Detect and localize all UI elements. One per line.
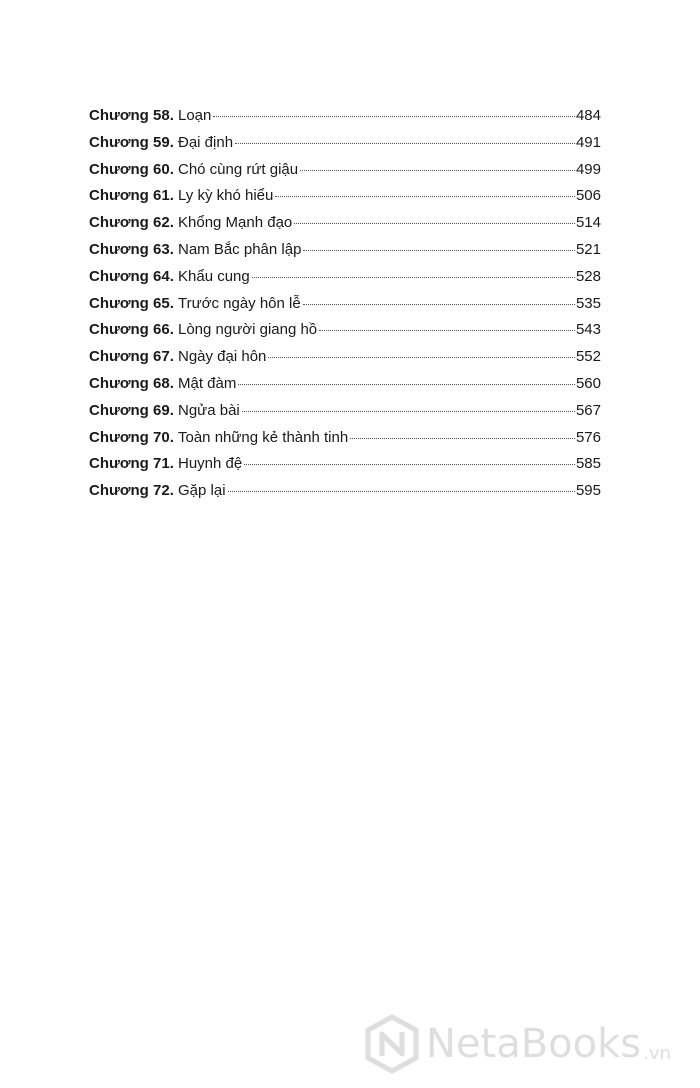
- chapter-number: Chương 70.: [89, 428, 174, 446]
- chapter-number: Chương 65.: [89, 294, 174, 312]
- toc-entry[interactable]: [89, 371, 601, 398]
- dot-leader: [303, 249, 575, 251]
- chapter-title: Chó cùng rứt giậu: [178, 160, 299, 178]
- chapter-number: Chương 61.: [89, 187, 174, 205]
- chapter-title: Mật đàm: [178, 374, 237, 392]
- dot-leader: [238, 383, 575, 385]
- chapter-title: Gặp lại: [178, 482, 226, 500]
- chapter-number: Chương 68.: [89, 374, 174, 392]
- dot-leader: [252, 276, 575, 278]
- page-number: 528: [575, 267, 601, 285]
- page-number: 535: [575, 294, 601, 312]
- dot-leader: [303, 303, 575, 305]
- chapter-title: Toàn những kẻ thành tinh: [178, 428, 349, 446]
- watermark-suffix: .vn: [643, 1043, 671, 1064]
- chapter-title: Đại định: [178, 133, 234, 151]
- page-number: 499: [575, 160, 601, 178]
- chapter-title: Lòng người giang hồ: [178, 321, 318, 339]
- chapter-number: Chương 59.: [89, 133, 174, 151]
- table-of-contents: [89, 103, 601, 505]
- chapter-number: Chương 66.: [89, 321, 174, 339]
- toc-entry[interactable]: [89, 210, 601, 237]
- dot-leader: [244, 463, 575, 465]
- toc-entry[interactable]: [89, 237, 601, 264]
- netabooks-logo-icon: [364, 1014, 420, 1074]
- dot-leader: [228, 490, 575, 492]
- page-number: 585: [575, 455, 601, 473]
- toc-entry[interactable]: [89, 130, 601, 157]
- toc-entry[interactable]: [89, 451, 601, 478]
- chapter-number: Chương 60.: [89, 160, 174, 178]
- dot-leader: [235, 142, 575, 144]
- watermark-brand: NetaBooks: [426, 1021, 642, 1067]
- chapter-number: Chương 71.: [89, 455, 174, 473]
- netabooks-watermark: [364, 1012, 700, 1076]
- chapter-title: Nam Bắc phân lập: [178, 240, 302, 258]
- dot-leader: [350, 437, 575, 439]
- page-number: 552: [575, 348, 601, 366]
- chapter-title: Ngày đại hôn: [178, 348, 267, 366]
- chapter-number: Chương 69.: [89, 401, 174, 419]
- page-number: 484: [575, 107, 601, 124]
- page-number: 506: [575, 187, 601, 205]
- dot-leader: [242, 410, 575, 412]
- page-number: 595: [575, 482, 601, 500]
- chapter-number: Chương 63.: [89, 240, 174, 258]
- page-number: 521: [575, 240, 601, 258]
- toc-entry[interactable]: [89, 478, 601, 505]
- dot-leader: [268, 356, 575, 358]
- page-number: 543: [575, 321, 601, 339]
- chapter-title: Ly kỳ khó hiểu: [178, 187, 274, 205]
- chapter-number: Chương 62.: [89, 214, 174, 232]
- dot-leader: [294, 222, 575, 224]
- chapter-title: Trước ngày hôn lễ: [178, 294, 301, 312]
- toc-entry[interactable]: [89, 183, 601, 210]
- chapter-number: Chương 64.: [89, 267, 174, 285]
- page-number: 491: [575, 133, 601, 151]
- dot-leader: [319, 329, 575, 331]
- toc-entry[interactable]: [89, 317, 601, 344]
- page-number: 576: [575, 428, 601, 446]
- toc-entry[interactable]: [89, 425, 601, 452]
- chapter-number: Chương 67.: [89, 348, 174, 366]
- page-number: 560: [575, 374, 601, 392]
- chapter-number: Chương 72.: [89, 482, 174, 500]
- chapter-title: Khẩu cung: [178, 267, 250, 285]
- toc-entry[interactable]: [89, 157, 601, 184]
- chapter-number: Chương 58.: [89, 107, 174, 124]
- chapter-title: Ngửa bài: [178, 401, 240, 419]
- toc-entry[interactable]: [89, 291, 601, 318]
- toc-entry[interactable]: [89, 398, 601, 425]
- dot-leader: [300, 169, 575, 171]
- dot-leader: [275, 195, 575, 197]
- chapter-title: Loạn: [178, 107, 212, 124]
- chapter-title: Khổng Mạnh đạo: [178, 214, 293, 232]
- toc-entry[interactable]: [89, 344, 601, 371]
- toc-entry[interactable]: [89, 103, 601, 130]
- toc-entry[interactable]: [89, 264, 601, 291]
- chapter-title: Huynh đệ: [178, 455, 243, 473]
- dot-leader: [213, 115, 575, 117]
- page-number: 567: [575, 401, 601, 419]
- page-number: 514: [575, 214, 601, 232]
